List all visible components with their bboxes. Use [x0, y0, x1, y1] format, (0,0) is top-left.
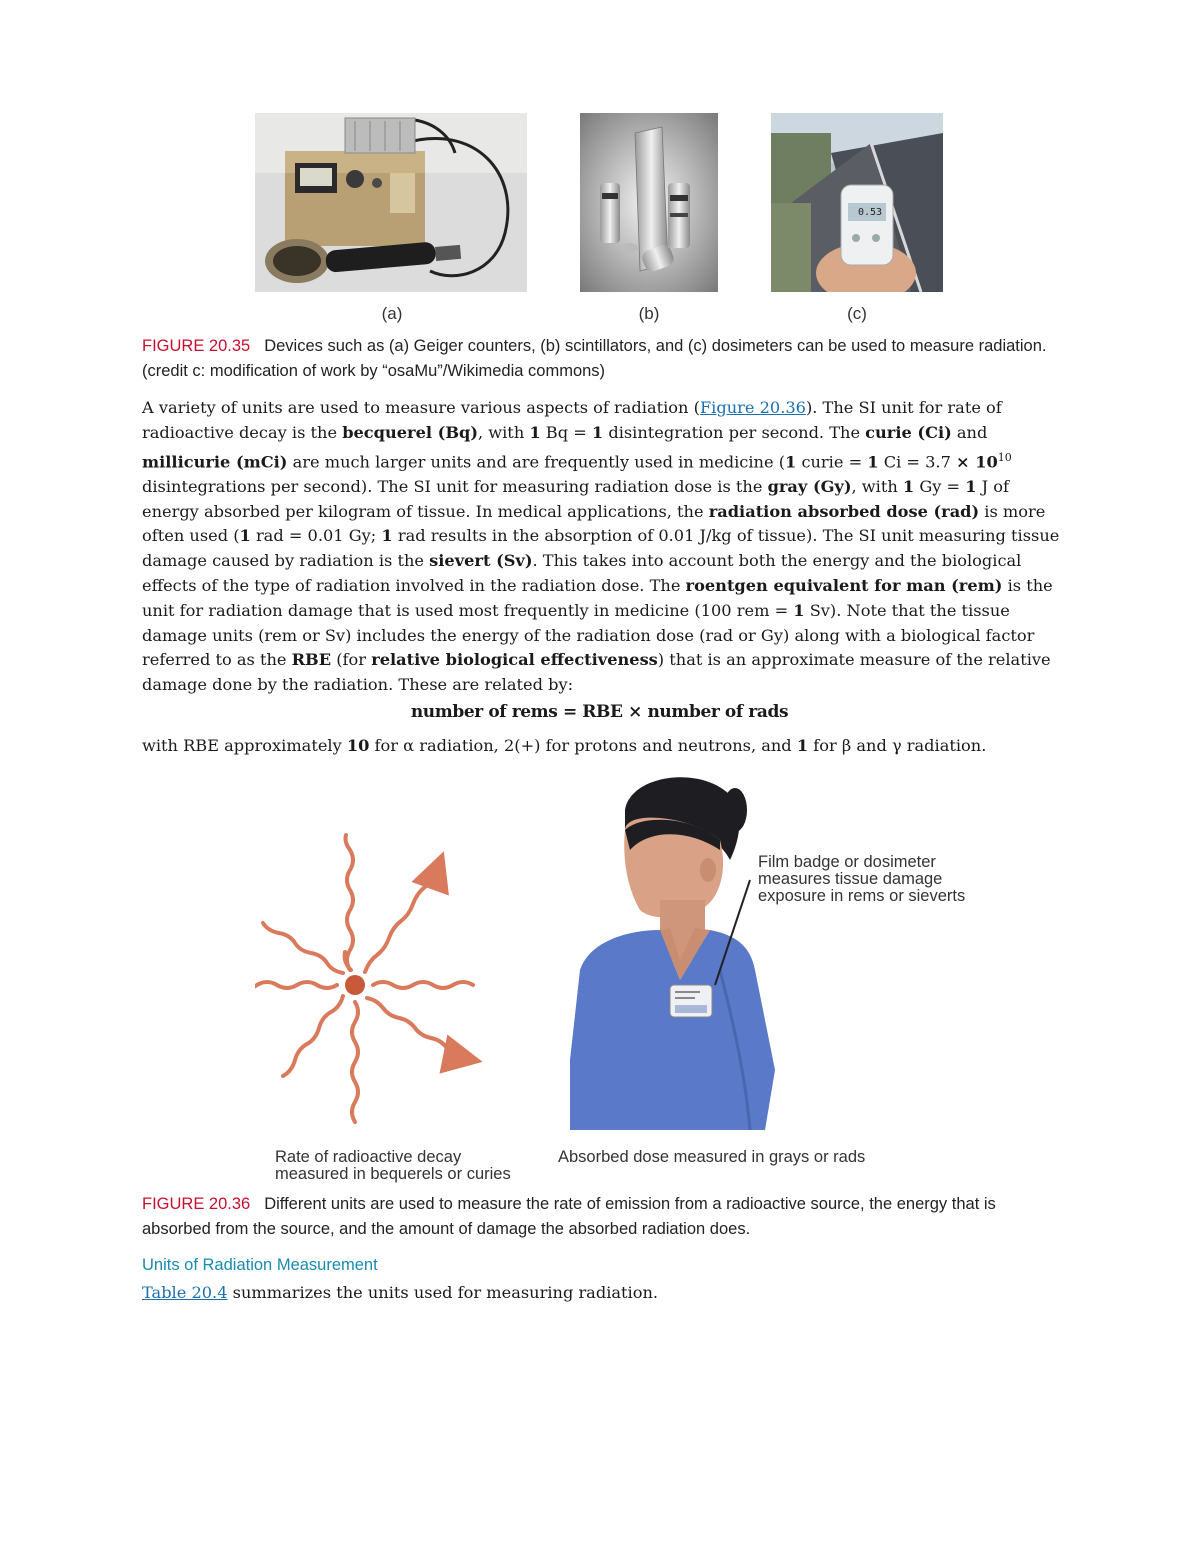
number-one: 1: [785, 451, 797, 471]
section-heading: Units of Radiation Measurement: [142, 1256, 378, 1274]
term-curie: curie (Ci): [865, 422, 952, 442]
term-millicurie: millicurie (mCi): [142, 451, 288, 471]
paragraph-text: Bq =: [540, 422, 592, 442]
nurse-illustration: [570, 770, 860, 1130]
number-one: 1: [239, 526, 251, 546]
decay-label-line: Rate of radioactive decay: [275, 1148, 462, 1166]
dosimeter-display-value: 0.53: [857, 207, 883, 218]
badge-callout-line: Film badge or dosimeter: [758, 853, 936, 871]
number-one: 1: [867, 451, 879, 471]
term-sievert: sievert (Sv): [429, 551, 533, 571]
paragraph-text: , with: [477, 422, 530, 442]
paragraph-text: are much larger units and are frequently used in medicine (: [287, 451, 786, 471]
number-one: 1: [793, 600, 805, 620]
rbe-values-line: [142, 734, 1067, 759]
paragraph-text: (for: [331, 650, 372, 670]
table-20-4-link[interactable]: Table 20.4: [142, 1283, 228, 1302]
figure-36-caption-text: Different units are used to measure the rate of emission from a radioactive source, the energy that is absorbed from the source, and the amount of damage the absorbed radiation does.: [142, 1195, 996, 1238]
paragraph-text: ) that is an approximate measure of the relative damage done by the radiation. These are related by:: [142, 650, 1051, 695]
paragraph-text: disintegration per second. The: [603, 422, 866, 442]
term-relative-biological-effectiveness: relative biological effectiveness: [371, 650, 658, 670]
paragraph-text: ). The SI unit for rate of radioactive decay is the: [142, 398, 1002, 442]
term-rbe: RBE: [291, 650, 332, 670]
paragraph-text: is more often used (: [142, 501, 1046, 546]
rbe-line-text: for β and γ radiation.: [808, 736, 987, 755]
paragraph-text: , with: [851, 476, 903, 496]
badge-callout-label: [758, 854, 965, 905]
paragraph-text: J of energy absorbed per kilogram of tissue. In medical applications, the: [142, 476, 1010, 521]
number-one: 1: [965, 476, 977, 496]
rem-equation: number of rems = RBE × number of rads: [410, 702, 789, 722]
term-rad: radiation absorbed dose (rad): [708, 501, 980, 521]
decay-label-line: measured in bequerels or curies: [275, 1165, 511, 1183]
dosimeter-photo: [771, 113, 943, 292]
figure-20-36-link[interactable]: Figure 20.36: [699, 398, 806, 417]
decay-rate-label: [275, 1149, 511, 1183]
paragraph-text: rad = 0.01 Gy;: [250, 526, 382, 546]
paragraph-text: Gy =: [914, 476, 966, 496]
absorbed-dose-label: Absorbed dose measured in grays or rads: [558, 1148, 866, 1166]
badge-callout-line: exposure in rems or sieverts: [758, 887, 966, 905]
term-rem: roentgen equivalent for man (rem): [685, 575, 1003, 595]
figure-35-caption: [142, 334, 1062, 384]
paragraph-text: rad results in the absorption of 0.01 J/kg of tissue). The SI unit measuring tissue damage caused by radiation is the: [142, 526, 1060, 571]
scintillator-photo: [580, 113, 718, 292]
rbe-line-text: for α radiation, 2(+) for protons and neutrons, and: [369, 736, 797, 755]
figure-35-label-c: (c): [847, 304, 867, 323]
radioactive-source-diagram: [255, 830, 535, 1130]
paragraph-text: A variety of units are used to measure various aspects of radiation (: [142, 398, 700, 417]
rbe-alpha-value: 10: [346, 736, 370, 755]
radiation-units-paragraph: [142, 396, 1067, 698]
badge-callout-line: measures tissue damage: [758, 870, 943, 888]
number-one: 1: [591, 422, 604, 442]
term-gray: gray (Gy): [767, 476, 852, 496]
power-exponent: 10: [997, 450, 1012, 464]
times-symbol: ×: [956, 451, 970, 471]
power-base: 10: [969, 451, 998, 471]
figure-35-label-b: (b): [638, 304, 660, 323]
rbe-beta-gamma-value: 1: [796, 736, 809, 755]
paragraph-text: Sv). Note that the tissue damage units (rem or Sv) includes the energy of the radiation dose (rad or Gy) along with a biological factor referred to as the: [142, 600, 1035, 670]
term-becquerel: becquerel (Bq): [342, 422, 478, 442]
figure-35-caption-text: Devices such as (a) Geiger counters, (b) scintillators, and (c) dosimeters can be used to measure radiation. (credit c: modification of work by “osaMu”/Wikimedia commons): [142, 337, 1047, 380]
paragraph-text: . This takes into account both the energy and the biological effects of the type of radiation involved in the radiation dose. The: [142, 551, 1022, 595]
section-intro: [142, 1281, 1067, 1306]
paragraph-text: disintegrations per second). The SI unit for measuring radiation dose is the: [142, 476, 768, 496]
geiger-counter-photo: [255, 113, 527, 292]
number-one: 1: [381, 526, 393, 546]
number-one: 1: [529, 422, 541, 442]
figure-36-caption: [142, 1192, 1062, 1242]
paragraph-text: Ci = 3.7: [878, 451, 957, 471]
figure-35-number: FIGURE 20.35: [142, 337, 251, 355]
paragraph-text: curie =: [796, 451, 868, 471]
figure-35-label-a: (a): [381, 304, 403, 323]
number-one: 1: [902, 476, 915, 496]
figure-36-number: FIGURE 20.36: [142, 1195, 251, 1213]
rbe-line-text: with RBE approximately: [142, 736, 347, 755]
paragraph-text: and: [951, 422, 988, 442]
paragraph-text: is the unit for radiation damage that is used most frequently in medicine (100 rem =: [142, 575, 1053, 620]
section-intro-text: summarizes the units used for measuring radiation.: [227, 1283, 659, 1302]
